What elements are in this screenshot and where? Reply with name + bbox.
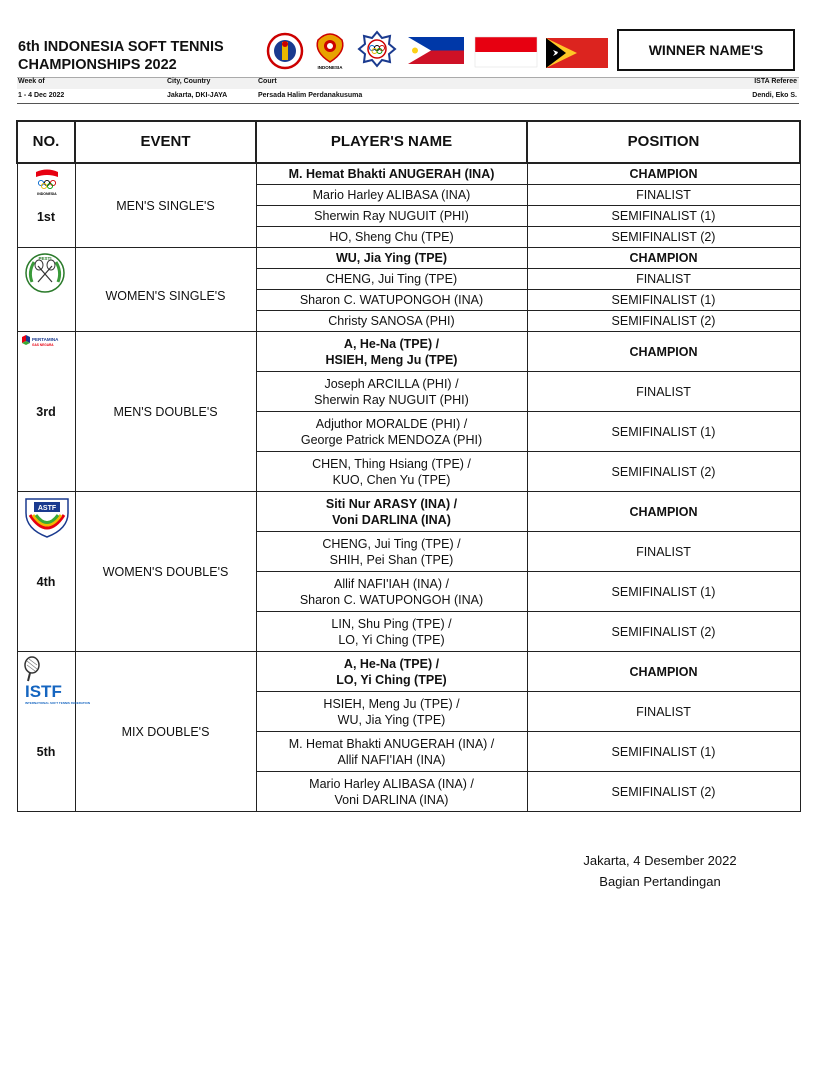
position: FINALIST <box>527 372 800 412</box>
position: SEMIFINALIST (2) <box>527 227 800 248</box>
player-1: A, He-Na (TPE) / <box>343 336 440 351</box>
player-pair <box>256 372 527 412</box>
player-pair <box>256 452 527 492</box>
table-row <box>17 163 800 185</box>
istf-emblem-icon <box>22 655 90 711</box>
event-number-cell <box>17 652 90 812</box>
player-2: Sherwin Ray NUGUIT (PHI) <box>314 392 469 407</box>
player-1: CHENG, Jui Ting (TPE) / <box>322 536 461 551</box>
player-1: LIN, Shu Ping (TPE) / <box>331 616 452 631</box>
koni-logo-icon <box>312 30 348 70</box>
indonesia-flag-icon <box>475 37 537 67</box>
place-date: Jakarta, 4 Desember 2022 <box>583 853 737 868</box>
player-name: Sharon C. WATUPONGOH (INA) <box>256 290 527 311</box>
position: SEMIFINALIST (1) <box>527 732 800 772</box>
player-pair <box>256 332 527 372</box>
title-line-1: 6th INDONESIA SOFT TENNIS <box>18 39 224 55</box>
player-pair <box>256 732 527 772</box>
player-2: Sharon C. WATUPONGOH (INA) <box>299 592 484 607</box>
noc-logo-icon <box>358 30 396 68</box>
player-1: CHEN, Thing Hsiang (TPE) / <box>312 456 471 471</box>
position: CHAMPION <box>527 332 800 372</box>
meta-labels-row <box>17 77 799 89</box>
player-1: M. Hemat Bhakti ANUGERAH (INA) / <box>288 736 495 751</box>
header-event: EVENT <box>75 121 256 163</box>
player-pair <box>256 652 527 692</box>
table-row <box>17 652 800 692</box>
player-2: Voni DARLINA (INA) <box>332 512 451 527</box>
player-2: HSIEH, Meng Ju (TPE) <box>325 352 458 367</box>
player-pair <box>256 492 527 532</box>
emblem-subcaption: GAS NEGARA <box>31 343 54 347</box>
philippines-flag-icon <box>408 37 464 64</box>
position: SEMIFINALIST (1) <box>527 412 800 452</box>
player-name: CHENG, Jui Ting (TPE) <box>256 269 527 290</box>
header-no: NO. <box>17 121 75 163</box>
position: SEMIFINALIST (2) <box>527 772 800 812</box>
player-2: LO, Yi Ching (TPE) <box>336 672 447 687</box>
player-1: A, He-Na (TPE) / <box>343 656 440 671</box>
position: SEMIFINALIST (2) <box>527 612 800 652</box>
player-1: Siti Nur ARASY (INA) / <box>325 496 458 511</box>
player-2: Allif NAFI'IAH (INA) <box>337 752 446 767</box>
referee-label: ISTA Referee <box>754 78 797 85</box>
event-number: 5th <box>36 744 56 759</box>
event-name: WOMEN'S SINGLE'S <box>75 248 256 332</box>
player-name: WU, Jia Ying (TPE) <box>256 248 527 269</box>
player-2: KUO, Chen Yu (TPE) <box>332 472 451 487</box>
position: CHAMPION <box>527 248 800 269</box>
position: SEMIFINALIST (1) <box>527 206 800 227</box>
event-name: WOMEN'S DOUBLE'S <box>75 492 256 652</box>
player-pair <box>256 412 527 452</box>
header-player: PLAYER'S NAME <box>256 121 527 163</box>
position: CHAMPION <box>527 652 800 692</box>
emblem-caption: ASTF <box>37 505 56 512</box>
event-number-cell <box>17 492 75 652</box>
pertamina-logo-icon <box>22 335 74 349</box>
emblem-caption: ISTF <box>24 682 62 701</box>
player-1: Adjuthor MORALDE (PHI) / <box>315 416 468 431</box>
event-number: 1st <box>36 209 56 224</box>
player-1: Joseph ARCILLA (PHI) / <box>324 376 459 391</box>
player-name: HO, Sheng Chu (TPE) <box>256 227 527 248</box>
player-name: Mario Harley ALIBASA (INA) <box>256 185 527 206</box>
position: CHAMPION <box>527 163 800 185</box>
player-pair <box>256 612 527 652</box>
event-number-cell <box>17 332 75 492</box>
noc-indonesia-emblem-icon <box>22 168 72 200</box>
court-value: Persada Halim Perdanakusuma <box>258 92 363 99</box>
player-pair <box>256 692 527 732</box>
event-number: 4th <box>36 574 56 589</box>
emblem-caption: INDONESIA <box>36 192 57 196</box>
emblem-subcaption: INTERNATIONAL SOFT TENNIS FEDERATION <box>24 701 90 705</box>
player-2: WU, Jia Ying (TPE) <box>337 712 446 727</box>
position: FINALIST <box>527 692 800 732</box>
position: SEMIFINALIST (2) <box>527 452 800 492</box>
player-name: Christy SANOSA (PHI) <box>256 311 527 332</box>
player-pair <box>256 572 527 612</box>
table-header-row <box>17 121 800 163</box>
event-number: 3rd <box>36 404 56 419</box>
position: FINALIST <box>527 532 800 572</box>
table-row <box>17 492 800 532</box>
player-2: George Patrick MENDOZA (PHI) <box>300 432 483 447</box>
player-name: Sherwin Ray NUGUIT (PHI) <box>256 206 527 227</box>
meta-values-row <box>17 92 799 104</box>
event-number-cell <box>17 163 75 248</box>
position: FINALIST <box>527 185 800 206</box>
player-name: M. Hemat Bhakti ANUGERAH (INA) <box>256 163 527 185</box>
court-label: Court <box>258 78 277 85</box>
header-position: POSITION <box>527 121 800 163</box>
winner-names-box: WINNER NAME'S <box>617 29 795 71</box>
week-value: 1 - 4 Dec 2022 <box>18 92 65 99</box>
event-number-cell <box>17 248 75 332</box>
player-pair <box>256 772 527 812</box>
player-1: Mario Harley ALIBASA (INA) / <box>309 776 474 791</box>
position: FINALIST <box>527 269 800 290</box>
department: Bagian Pertandingan <box>599 874 721 889</box>
week-label: Week of <box>18 78 45 85</box>
player-1: Allif NAFI'IAH (INA) / <box>334 576 449 591</box>
pesti-emblem-icon <box>22 252 68 294</box>
emblem-caption: PERTAMINA <box>31 337 58 342</box>
position: SEMIFINALIST (1) <box>527 572 800 612</box>
position: SEMIFINALIST (1) <box>527 290 800 311</box>
timor-leste-flag-icon <box>546 38 608 68</box>
signature-block <box>560 850 760 892</box>
position: CHAMPION <box>527 492 800 532</box>
table-row <box>17 332 800 372</box>
city-value: Jakarta, DKI-JAYA <box>167 92 228 99</box>
emblem-caption: PESTI <box>37 256 52 261</box>
event-name: MEN'S SINGLE'S <box>75 163 256 248</box>
title-line-2: CHAMPIONSHIPS 2022 <box>18 57 177 73</box>
event-name: MIX DOUBLE'S <box>75 652 256 812</box>
player-1: HSIEH, Meng Ju (TPE) / <box>323 696 460 711</box>
player-pair <box>256 532 527 572</box>
event-name: MEN'S DOUBLE'S <box>75 332 256 492</box>
kemenpora-logo-icon <box>266 30 304 72</box>
player-2: Voni DARLINA (INA) <box>334 792 449 807</box>
page-title <box>18 38 224 74</box>
position: SEMIFINALIST (2) <box>527 311 800 332</box>
astf-emblem-icon <box>22 495 72 539</box>
table-row <box>17 248 800 269</box>
results-table <box>16 120 801 812</box>
city-label: City, Country <box>167 78 211 85</box>
koni-caption: INDONESIA <box>317 65 343 70</box>
referee-value: Dendi, Eko S. <box>752 92 797 99</box>
player-2: LO, Yi Ching (TPE) <box>338 632 445 647</box>
player-2: SHIH, Pei Shan (TPE) <box>329 552 454 567</box>
